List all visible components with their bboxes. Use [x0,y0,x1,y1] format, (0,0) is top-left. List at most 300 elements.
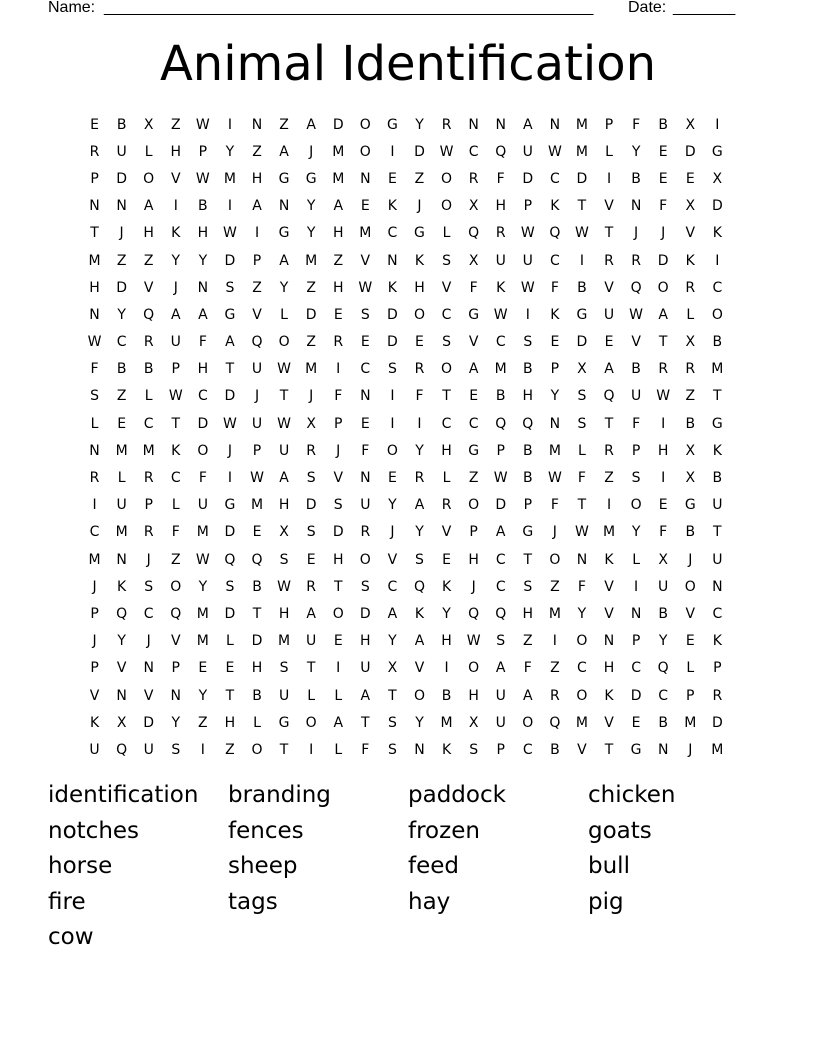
grid-letter: S [306,470,316,487]
grid-letter: G [630,741,642,758]
grid-letter: A [279,143,289,160]
grid-letter: N [630,198,642,215]
grid-letter: E [387,170,397,187]
grid-letter: R [441,116,452,133]
grid-letter: W [547,143,562,160]
grid-letter: R [604,442,614,459]
grid-letter: N [657,741,669,758]
grid-letter: I [336,660,341,677]
grid-letter: Q [116,605,128,622]
grid-letter: O [522,714,534,731]
grid-letter: L [632,551,640,568]
grid-letter: H [332,551,344,568]
grid-row [81,709,731,736]
grid-letter: E [658,170,668,187]
grid-letter: A [143,198,154,215]
date-blank-line: _______ [673,0,736,16]
grid-letter: V [604,714,614,731]
grid-letter: F [361,442,370,459]
grid-letter: D [197,415,209,432]
grid-letter: P [252,252,262,269]
grid-letter: D [305,497,317,514]
grid-letter: F [496,170,505,187]
grid-letter: W [466,633,481,650]
grid-row [81,519,731,546]
grid-letter: L [171,497,180,514]
grid-letter: O [576,687,588,704]
grid-row [81,655,731,682]
grid-letter: X [685,442,696,459]
grid-letter: A [252,198,262,215]
grid-letter: W [358,279,373,296]
grid-letter: U [143,741,154,758]
grid-letter: N [116,198,127,215]
grid-letter: T [388,687,397,704]
grid-letter: N [197,279,209,296]
grid-letter: I [552,633,557,650]
grid-letter: Y [577,605,587,622]
grid-letter: M [223,170,236,187]
grid-letter: A [387,605,398,622]
grid-letter: T [171,415,181,432]
grid-letter: R [604,252,614,269]
grid-letter: X [279,524,289,541]
grid-letter: J [92,633,97,650]
grid-letter: X [143,116,154,133]
grid-letter: N [576,551,588,568]
grid-letter: U [495,714,506,731]
grid-letter: O [441,170,453,187]
grid-letter: U [306,633,317,650]
grid-letter: X [685,334,696,351]
grid-letter: I [227,470,232,487]
grid-letter: J [119,225,124,242]
grid-letter: F [659,524,668,541]
grid-letter: S [333,497,343,514]
grid-letter: T [361,714,370,731]
grid-letter: I [173,198,178,215]
grid-letter: C [658,687,669,704]
grid-letter: W [575,225,589,242]
grid-letter: M [440,714,453,731]
grid-letter: I [634,578,639,595]
grid-letter: C [577,660,587,677]
grid-letter: D [576,334,588,351]
grid-letter: R [712,687,723,704]
grid-letter: I [227,198,232,215]
grid-letter: O [386,442,398,459]
grid-letter: E [252,524,262,541]
grid-letter: N [468,116,479,133]
grid-letter: C [522,741,533,758]
grid-letter: A [523,687,533,704]
grid-letter: S [442,252,451,269]
grid-letter: P [631,442,641,459]
grid-letter: B [631,170,641,187]
grid-letter: J [661,225,666,242]
grid-letter: B [441,687,452,704]
grid-letter: F [415,388,424,405]
grid-letter: G [278,225,290,242]
grid-letter: J [688,551,693,568]
grid-letter: Y [279,279,289,296]
grid-letter: W [195,170,210,187]
grid-letter: V [577,741,587,758]
grid-letter: Y [415,714,424,731]
grid-letter: I [92,497,97,514]
grid-letter: T [523,551,533,568]
grid-letter: V [170,633,181,650]
grid-letter: W [277,578,291,595]
grid-letter: Z [333,252,344,269]
date-label: Date: [628,0,667,16]
grid-letter: A [658,306,668,323]
grid-letter: S [225,279,235,296]
grid-letter: S [360,578,370,595]
grid-letter: C [170,470,181,487]
grid-letter: Y [306,198,316,215]
grid-letter: F [632,116,641,133]
grid-letter: K [685,252,695,269]
word-list-item: cow [48,924,94,950]
word-list-item: pig [588,888,624,915]
grid-letter: H [468,687,479,704]
grid-letter: I [390,143,395,160]
grid-letter: C [631,660,641,677]
grid-letter: N [495,116,506,133]
grid-row [81,437,731,464]
grid-letter: H [522,388,534,405]
grid-letter: K [89,714,100,731]
word-list-item: bull [588,853,630,879]
grid-letter: I [661,415,666,432]
grid-letter: I [200,741,205,758]
grid-letter: U [360,660,371,677]
grid-letter: N [360,170,371,187]
name-label: Name: [48,0,96,16]
grid-row [81,301,731,328]
grid-letter: D [414,143,425,160]
grid-letter: O [630,497,642,514]
grid-letter: C [441,306,452,323]
grid-letter: Z [143,252,154,269]
grid-letter: G [468,306,480,323]
grid-letter: T [279,741,289,758]
grid-letter: T [279,388,289,405]
grid-letter: C [143,605,154,622]
grid-letter: S [442,334,451,351]
grid-letter: D [224,388,236,405]
grid-letter: M [196,633,209,650]
grid-letter: S [225,578,235,595]
grid-letter: O [413,306,425,323]
grid-letter: O [441,198,453,215]
grid-letter: E [333,633,343,650]
grid-letter: H [468,551,479,568]
grid-letter: V [387,551,398,568]
grid-letter: S [279,551,289,568]
grid-letter: Q [224,551,236,568]
grid-letter: F [659,198,668,215]
grid-letter: D [576,170,588,187]
grid-letter: Z [252,279,262,296]
grid-letter: U [360,497,371,514]
grid-letter: D [711,714,723,731]
grid-letter: R [658,361,669,378]
grid-letter: I [390,415,395,432]
grid-letter: R [414,361,425,378]
grid-letter: P [496,442,505,459]
grid-letter: X [387,660,398,677]
grid-letter: G [522,524,534,541]
grid-letter: I [715,116,720,133]
grid-letter: C [495,578,506,595]
grid-letter: B [252,578,262,595]
grid-letter: K [496,279,506,296]
grid-letter: B [658,605,668,622]
grid-letter: J [227,442,232,459]
word-list-item: feed [408,853,459,879]
grid-letter: R [685,279,696,296]
grid-letter: P [523,497,533,514]
grid-letter: W [493,470,508,487]
grid-letter: T [333,578,343,595]
grid-letter: Q [549,714,561,731]
grid-row [81,736,731,763]
grid-letter: W [223,415,237,432]
grid-letter: E [469,388,479,405]
grid-letter: W [195,116,210,133]
grid-letter: N [360,388,371,405]
grid-letter: Q [251,551,263,568]
grid-letter: H [495,198,506,215]
grid-letter: N [549,415,561,432]
grid-letter: C [116,334,127,351]
grid-letter: G [224,497,236,514]
grid-letter: J [309,143,314,160]
grid-letter: U [251,361,263,378]
grid-letter: R [441,497,452,514]
grid-letter: J [146,633,151,650]
grid-letter: V [116,660,127,677]
grid-letter: X [577,361,587,378]
grid-letter: D [332,116,344,133]
grid-letter: K [550,306,560,323]
grid-letter: H [278,497,290,514]
grid-letter: S [415,551,424,568]
grid-letter: F [550,497,559,514]
grid-letter: F [632,415,641,432]
grid-letter: U [89,741,100,758]
grid-letter: O [359,551,371,568]
grid-letter: K [712,633,722,650]
grid-letter: H [197,361,209,378]
grid-letter: S [90,388,99,405]
grid-letter: E [387,470,397,487]
grid-letter: R [495,225,506,242]
grid-letter: T [252,605,262,622]
grid-letter: H [170,143,182,160]
grid-letter: Y [198,578,208,595]
grid-letter: M [250,497,264,514]
grid-row [81,546,731,573]
grid-letter: E [658,143,668,160]
word-list-item: paddock [408,782,506,808]
grid-letter: O [278,334,290,351]
grid-letter: M [115,524,128,541]
grid-letter: U [712,551,723,568]
grid-letter: J [634,225,639,242]
grid-letter: Y [306,225,316,242]
grid-letter: H [441,633,452,650]
grid-letter: D [224,605,236,622]
grid-letter: B [685,415,696,432]
grid-row [81,274,731,301]
grid-letter: Y [658,633,668,650]
grid-letter: M [711,361,724,378]
grid-letter: H [251,660,263,677]
grid-row [81,492,731,519]
grid-row [81,329,731,356]
grid-letter: A [360,687,371,704]
grid-row [81,138,731,165]
grid-row [81,600,731,627]
grid-letter: A [495,524,506,541]
grid-letter: Q [468,225,480,242]
grid-letter: P [686,687,695,704]
grid-letter: P [523,198,533,215]
grid-row [81,111,731,138]
grid-letter: M [332,170,345,187]
grid-letter: D [116,279,127,296]
grid-letter: K [712,225,722,242]
grid-letter: O [684,578,696,595]
grid-letter: O [251,741,263,758]
grid-letter: H [332,279,344,296]
grid-letter: M [142,442,155,459]
grid-letter: C [360,361,371,378]
grid-letter: E [604,334,614,351]
grid-letter: Z [468,470,479,487]
grid-letter: O [468,660,480,677]
grid-letter: A [279,470,289,487]
grid-letter: R [143,334,154,351]
grid-letter: G [414,225,425,242]
grid-letter: G [386,116,398,133]
word-list-item: goats [588,817,652,844]
grid-letter: V [170,170,181,187]
grid-letter: P [334,415,343,432]
grid-letter: H [360,633,371,650]
header [48,0,748,20]
grid-letter: D [305,306,317,323]
grid-letter: D [116,170,127,187]
grid-letter: O [359,116,371,133]
grid-letter: M [548,605,561,622]
grid-letter: D [387,306,398,323]
grid-letter: Y [198,687,208,704]
grid-letter: R [143,524,154,541]
grid-letter: W [520,225,535,242]
grid-letter: C [495,551,506,568]
grid-letter: L [144,143,153,160]
grid-letter: H [224,714,236,731]
grid-letter: S [523,578,533,595]
grid-letter: G [576,306,588,323]
grid-letter: Y [388,633,397,650]
grid-letter: T [577,198,587,215]
grid-letter: O [549,551,561,568]
grid-letter: L [442,225,451,242]
grid-letter: O [468,497,480,514]
grid-letter: M [196,605,209,622]
grid-letter: N [116,687,127,704]
grid-letter: V [414,660,425,677]
grid-letter: G [305,170,317,187]
grid-letter: E [360,415,370,432]
grid-letter: T [713,524,722,541]
grid-letter: Z [414,170,425,187]
grid-letter: V [604,605,614,622]
grid-letter: O [305,714,317,731]
grid-letter: R [143,470,154,487]
grid-letter: U [495,252,506,269]
grid-letter: U [197,497,208,514]
grid-letter: U [251,415,263,432]
grid-letter: V [604,578,614,595]
grid-letter: T [225,687,235,704]
grid-letter: V [604,198,614,215]
grid-letter: Y [198,252,208,269]
grid-letter: O [143,170,155,187]
grid-letter: H [143,225,154,242]
grid-letter: F [334,388,343,405]
grid-letter: O [576,633,588,650]
grid-letter: Z [225,741,235,758]
grid-letter: Y [631,143,641,160]
grid-letter: W [168,388,183,405]
grid-letter: C [387,225,398,242]
grid-letter: D [711,198,723,215]
word-search-grid [81,111,731,764]
grid-letter: N [387,252,398,269]
page-title: Animal Identification [159,36,657,92]
grid-letter: G [468,442,480,459]
grid-letter: T [442,388,451,405]
grid-letter: W [277,415,291,432]
grid-letter: M [494,361,507,378]
grid-letter: M [332,143,345,160]
grid-letter: Z [198,714,208,731]
grid-letter: K [441,578,452,595]
grid-letter: F [171,524,180,541]
grid-letter: D [657,252,669,269]
grid-letter: K [604,551,614,568]
grid-letter: Y [415,116,424,133]
grid-letter: J [688,741,693,758]
grid-letter: X [468,714,479,731]
grid-letter: M [305,252,318,269]
grid-letter: R [333,334,344,351]
grid-letter: L [117,470,126,487]
grid-letter: M [88,252,101,269]
grid-letter: N [630,605,642,622]
grid-letter: E [90,116,99,133]
grid-letter: J [471,578,476,595]
grid-letter: X [685,116,696,133]
grid-letter: Z [279,116,289,133]
grid-letter: I [579,252,585,269]
